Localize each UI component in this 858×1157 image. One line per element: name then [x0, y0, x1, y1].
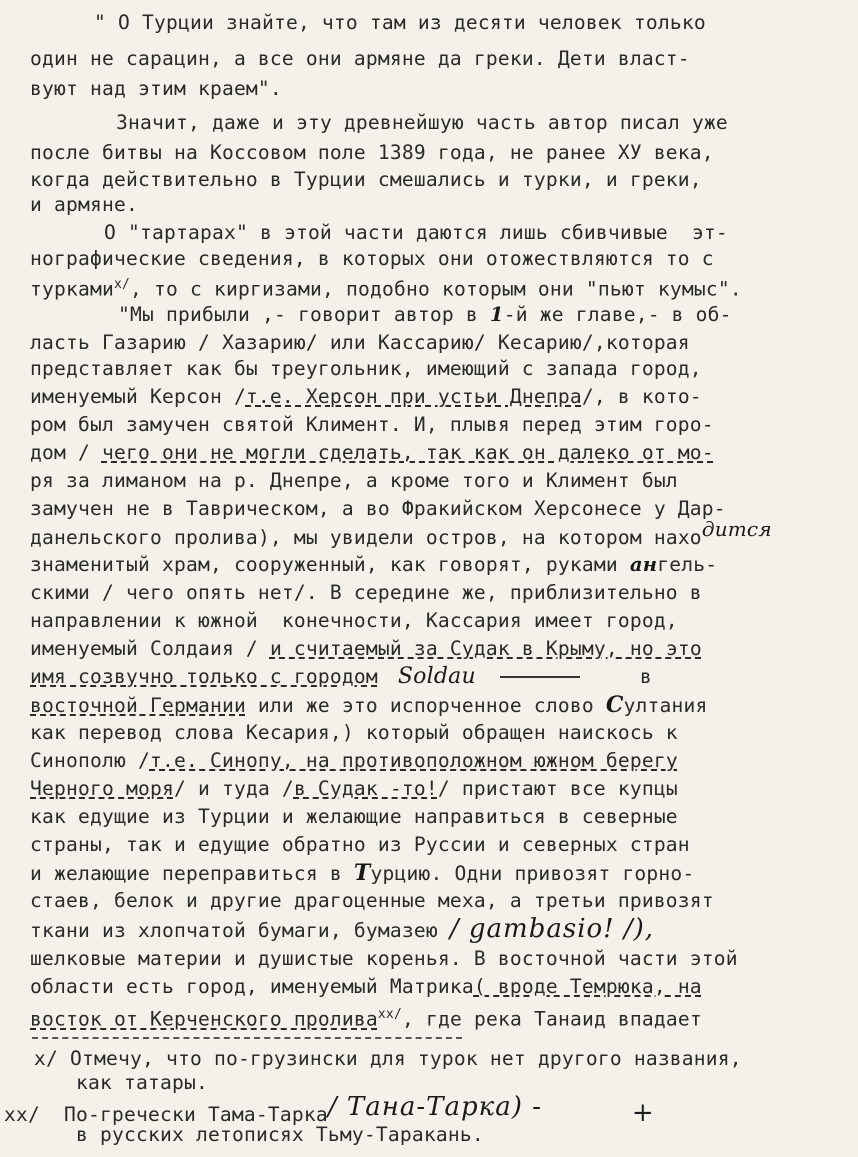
text-segment: знаменитый храм, сооруженный, как говорят, руками: [30, 553, 630, 576]
text-segment: Синополю /: [30, 749, 150, 772]
text-line: как едущие из Турции и желающие направиться в северные: [30, 805, 678, 828]
text-line: ря за лиманом на р. Днепре, а кроме того и Климент был: [30, 469, 678, 492]
text-line: [30, 748, 678, 774]
text-line: ласть Газарию / Хазарию/ или Кассарию/ Кесарию/,которая: [30, 331, 690, 354]
handwritten-correction: 1: [489, 303, 504, 326]
handwritten-plus-mark: +: [631, 1098, 654, 1128]
handwritten-correction: дится: [701, 517, 772, 541]
underlined-text: имя созвучно только с городом: [30, 665, 378, 688]
underlined-text: т.е. Херсон при устьи Днепра: [245, 385, 582, 408]
text-segment: , то с киргизами, подобно которым они "пьют кумыс".: [130, 277, 742, 301]
text-segment: турками: [30, 277, 114, 301]
text-line: замучен не в Таврическом, а во Фракийском Херсонесе у Дар-: [30, 497, 726, 520]
text-line: [30, 664, 652, 690]
underlined-text: восточной Германии: [30, 694, 246, 717]
text-segment: области есть город, именуемый Матрика: [30, 975, 474, 998]
handwritten-line: [500, 676, 580, 678]
text-line: [30, 552, 717, 578]
text-segment: / и туда /: [173, 777, 294, 800]
text-segment: или же это испорченное слово: [245, 694, 606, 717]
text-line: [30, 916, 654, 944]
text-line: [30, 636, 702, 662]
text-segment: гель-: [657, 553, 718, 576]
text-line: Значит, даже и эту древнейшую часть автор писал уже: [116, 111, 728, 134]
underlined-text: Черного моря: [30, 777, 174, 800]
handwritten-insert: / gambasio! /),: [449, 914, 655, 944]
text-segment: / пристают все купцы: [437, 777, 678, 800]
text-line: представляет как бы треугольник, имеющий с запада город,: [30, 357, 702, 380]
footnote-line: как татары.: [76, 1071, 208, 1094]
underlined-text: восток от Керченского пролива: [30, 1007, 378, 1031]
text-line: ром был замучен святой Климент. И, плывя перед этим горо-: [30, 413, 714, 436]
underlined-text: в Судак -то!: [293, 777, 438, 800]
text-segment: ултания: [623, 694, 708, 717]
text-line: [30, 1002, 702, 1033]
handwritten-correction: С: [605, 692, 624, 718]
text-line: [30, 517, 772, 551]
text-line: после битвы на Коссовом поле 1389 года, не ранее ХУ века,: [30, 141, 714, 164]
text-line: [118, 302, 732, 328]
text-segment: ), мы увидели остров, на котором нахо: [257, 526, 702, 549]
text-line: [30, 272, 742, 303]
text-line: вуют над этим краем".: [30, 77, 282, 100]
text-line: страны, так и едущие обратно из Руссии и северных стран: [30, 833, 690, 856]
text-line: как перевод слова Кесария,) который обращен наискось к: [30, 721, 678, 744]
text-segment: именуемый Керсон /: [30, 385, 246, 408]
underlined-text: чего они не могли сделать, так как он далеко от мо-: [101, 441, 714, 464]
text-line: " О Турции знайте, что там из десяти человек только: [94, 11, 706, 34]
footnote-line: х/ Отмечу, что по-грузински для турок нет другого названия,: [34, 1047, 742, 1070]
text-segment: именуемый Солдаия /: [30, 637, 270, 660]
handwritten-correction: ан: [629, 553, 658, 576]
text-segment: в: [639, 665, 652, 688]
text-line: и армяне.: [30, 193, 138, 216]
footnote-marker: хх/: [377, 1007, 402, 1022]
text-segment: ткани из хлопчатой бумаги, бумазею: [30, 919, 450, 942]
text-line: [30, 776, 678, 802]
text-line: стаев, белок и другие драгоценные меха, а третьи привозят: [30, 889, 714, 912]
text-line: [30, 384, 702, 410]
text-line: [30, 692, 708, 719]
handwritten-correction: Т: [353, 860, 371, 886]
text-segment: хх/ По-гречески Тама-Тарка: [4, 1103, 328, 1126]
handwritten-insert: / Тана-Тарка) -: [327, 1092, 542, 1122]
underlined-text: т.е. Синопу, на противоположном южном берегу: [149, 749, 678, 772]
handwritten-insert: Soldau: [397, 664, 476, 689]
text-segment: /, в кото-: [581, 385, 702, 408]
underlined-text: ( вроде Темрюка, на: [473, 975, 702, 998]
text-line: [30, 860, 694, 887]
text-line: шелковые материи и душистые коренья. В восточной части этой: [30, 947, 738, 970]
text-line: один не сарацин, а все они армяне да греки. Дети власт-: [30, 47, 690, 70]
footnote-marker: х/: [113, 277, 131, 292]
text-segment: дом /: [30, 441, 102, 464]
underlined-text: и считаемый за Судак в Крыму, но это: [269, 637, 702, 660]
text-segment: , где река Танаид впадает: [402, 1007, 702, 1031]
footnote-separator: [32, 1037, 462, 1039]
text-segment: урцию. Одни привозят горно-: [370, 862, 695, 885]
text-segment: "Мы прибыли ,- говорит автор в: [118, 303, 490, 326]
text-line: [30, 440, 714, 466]
text-segment: данельского пролива: [30, 526, 258, 549]
footnote-line: в русских летописях Тьму-Таракань.: [76, 1123, 484, 1146]
text-line: нографические сведения, в которых они отожествляются то с: [30, 247, 714, 270]
text-segment: -й же главе,- в об-: [503, 303, 732, 326]
text-segment: и желающие переправиться в: [30, 862, 354, 885]
text-line: когда действительно в Турции смешались и турки, и греки,: [30, 168, 702, 191]
text-line: направлении к южной конечности, Кассария имеет город,: [30, 609, 678, 632]
text-line: скими / чего опять нет/. В середине же, приблизительно в: [30, 581, 702, 604]
text-line: [30, 974, 702, 1000]
text-line: О "тартарах" в этой части даются лишь сбивчивые эт-: [104, 221, 728, 244]
